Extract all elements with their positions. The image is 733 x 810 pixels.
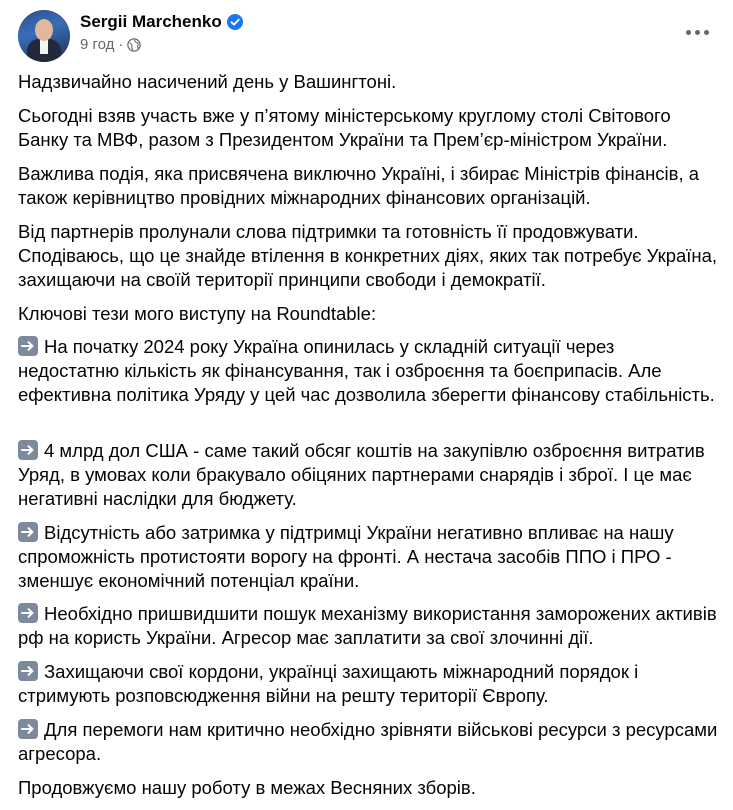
bullet-item: [18, 335, 718, 407]
post-meta: [80, 10, 243, 53]
verified-badge-icon: [227, 14, 243, 30]
right-arrow-emoji-icon: [18, 661, 38, 681]
post-closing: Продовжуємо нашу роботу в межах Весняних зборів.: [18, 777, 476, 798]
bullet-item: [18, 660, 718, 708]
post-paragraph: Ключові тези мого виступу на Roundtable:: [18, 303, 377, 324]
author-name[interactable]: Sergii Marchenko: [80, 12, 222, 31]
post-timestamp[interactable]: 9 год: [80, 36, 115, 53]
right-arrow-emoji-icon: [18, 522, 38, 542]
bullet-item: [18, 521, 718, 593]
bullet-text: Захищаючи свої кордони, українці захищають міжнародний порядок і стримують розповсюдження війни на решту території Європу.: [18, 661, 639, 706]
right-arrow-emoji-icon: [18, 603, 38, 623]
bullet-item: [18, 718, 718, 766]
bullet-item: [18, 439, 718, 511]
bullet-text: Необхідно пришвидшити пошук механізму використання заморожених активів рф на користь України. Агресор має заплатити за свої злочинні дії.: [18, 603, 717, 648]
right-arrow-emoji-icon: [18, 440, 38, 460]
bullet-text: Для перемоги нам критично необхідно зрівняти військові ресурси з ресурсами агресора.: [18, 719, 718, 764]
more-options-icon[interactable]: [679, 18, 715, 46]
post-paragraph: Надзвичайно насичений день у Вашингтоні.: [18, 71, 397, 92]
bullet-text: 4 млрд дол США - саме такий обсяг коштів на закупівлю озброєння витратив Уряд, в умовах коли бракувало обіцяних партнерами снарядів і зброї. І це має негативні наслідки для бюджету.: [18, 440, 705, 509]
right-arrow-emoji-icon: [18, 336, 38, 356]
bullet-text: На початку 2024 року Україна опинилась у складній ситуації через недостатню кількість як фінансування, так і озброєння та боєприпасів. Але ефективна політика Уряду у цей час дозволила зберегти фінансову стабільність.: [18, 336, 715, 405]
post-paragraph: Сьогодні взяв участь вже у п’ятому міністерському круглому столі Світового Банку та МВФ, разом з Президентом України та Прем’єр-міністром України.: [18, 105, 671, 150]
post-paragraph: Важлива подія, яка присвячена виключно Україні, і збирає Міністрів фінансів, а також керівництво провідних міжнародних фінансових організацій.: [18, 163, 700, 208]
avatar[interactable]: [18, 10, 70, 62]
post-header: [18, 10, 715, 64]
bullet-item: [18, 602, 718, 650]
bullet-text: Відсутність або затримка у підтримці України негативно впливає на нашу спроможність протистояти ворогу на фронті. А нестача засобів ППО і ПРО - зменшує економічний потенціал країни.: [18, 522, 674, 591]
globe-icon[interactable]: [127, 38, 141, 52]
post-paragraph: Від партнерів пролунали слова підтримки та готовність її продовжувати. Сподіваюсь, що це знайде втілення в конкретних діях, яких так потребує Україна, захищаючи на своїй території принципи свободи і демократії.: [18, 221, 718, 290]
right-arrow-emoji-icon: [18, 719, 38, 739]
meta-separator: ·: [118, 36, 124, 53]
